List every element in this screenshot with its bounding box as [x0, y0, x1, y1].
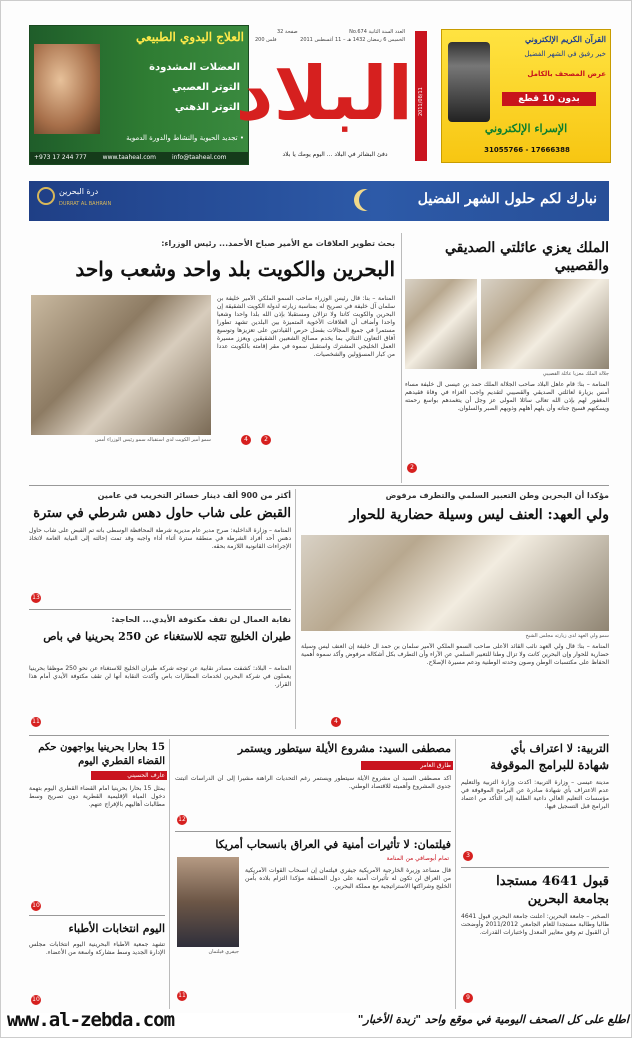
banner-greeting: نبارك لكم حلول الشهر الفضيل: [417, 191, 597, 207]
education-ref[interactable]: 3: [463, 851, 473, 861]
condolence-caption: جلالة الملك معزيا عائلة القصيبي: [542, 371, 609, 377]
alsayed-body: أكد مصطفى السيد أن مشروع الأيلة سيتطور ويستمر رغم التحديات الراهنة مشيرا إلى أن الدراسات أثبتت جدوى المشروع وأهميته للاقتصاد الوطني.: [175, 775, 451, 790]
pages-count: 32 صفحة: [277, 29, 298, 35]
alsayed-ref[interactable]: 12: [178, 816, 186, 823]
feltman-headline[interactable]: فيلتمان: لا تأثيرات أمنية في العراق بانسحاب أمريكا: [215, 838, 451, 851]
condolence-headline[interactable]: الملك يعزي عائلتي الصديقي والقصيبي: [445, 240, 609, 274]
gulfair-headline[interactable]: طيران الخليج تتجه للاستغناء عن 250 بحرينيا في باص: [43, 630, 291, 643]
feltman-kicker: تمام أبوصافي من المنامة: [386, 855, 449, 862]
crown-prince-kicker: مؤكدا أن البحرين وطن التعبير السلمي والتطرف مرفوض: [385, 491, 609, 500]
dateline: الخميس 6 رمضان 1432 هـ – 11 أغسطس 2011: [300, 37, 405, 43]
crown-prince-ref[interactable]: 4: [331, 717, 341, 727]
lead-ref-2[interactable]: 4: [241, 435, 251, 445]
day-label: العدد: [394, 29, 405, 35]
arrest-kicker: أكثر من 900 ألف دينار خسائر التخريب في عامين: [97, 491, 291, 500]
lead-kicker: بحث تطوير العلاقات مع الأمير صباح الأحمد... رئيس الوزراء:: [161, 239, 395, 248]
section-rule-6: [29, 915, 165, 916]
condolence-photo-1: [481, 279, 609, 369]
feltman-photo: [177, 857, 239, 947]
university-headline[interactable]: قبول 4641 مستجدا بجامعة البحرين: [496, 874, 609, 907]
crown-prince-photo: [301, 535, 609, 631]
education-body: مدينة عيسى – وزارة التربية: أكدت وزارة التربية والتعليم عدم الاعتراف بأي شهادة صادرة عن البرامج الموقوفة في مؤسسات التعليم العالي داعية الطلبة إلى التأكد من اعتماد البرامج قبل التسجيل فيها.: [461, 779, 609, 810]
ad-photo: [34, 44, 100, 134]
bank-name: درة البحرين: [59, 187, 99, 196]
crown-prince-headline[interactable]: ولي العهد: العنف ليس وسيلة حضارية للحوار: [349, 507, 609, 523]
education-kicker: التربية: لا اعتراف بأي: [510, 742, 609, 755]
crown-prince-caption: سمو ولي العهد لدى زيارته مجلس الشيخ: [525, 633, 609, 639]
ad-line-3: التوتر الذهني: [174, 102, 240, 113]
ad-phone: +973 17 244 777: [34, 154, 87, 161]
arrest-headline[interactable]: القبض على شاب حاول دهس شرطي في سترة: [33, 506, 291, 521]
doctors-body: تشهد جمعية الأطباء البحرينية اليوم انتخابات مجلس الإدارة الجديد وسط مشاركة واسعة من الأعضاء.: [29, 941, 165, 956]
feltman-caption: جيفري فيلتمان: [208, 949, 239, 955]
alsayed-headline[interactable]: مصطفى السيد: مشروع الأيلة سيتطور ويستمر: [237, 742, 451, 755]
ad-contact-bar: [30, 152, 249, 164]
feltman-ref[interactable]: 11: [178, 992, 186, 999]
quran-ad-title: القرآن الكريم الإلكتروني: [524, 34, 606, 44]
lead-ref-1[interactable]: 2: [261, 435, 271, 445]
lead-caption: سمو أمير الكويت لدى استقباله سمو رئيس الوزراء أمس: [94, 437, 211, 443]
section-rule-5: [175, 831, 451, 832]
section-rule-4: [461, 867, 609, 868]
university-ref[interactable]: 9: [463, 993, 473, 1003]
section-rule-2: [29, 609, 291, 610]
university-body: الصخير – جامعة البحرين: أعلنت جامعة البحرين قبول 4641 طالبا وطالبة مستجدا للعام الجامعي 2011/2012 وأوضحت أن القبول تم وفق معايير المعدل واختبارات القدرات.: [461, 913, 609, 936]
ad-email[interactable]: info@taaheal.com: [171, 154, 227, 161]
masthead-logo[interactable]: البلاد: [235, 51, 413, 137]
quran-device-ad[interactable]: [441, 29, 611, 163]
doctors-ref[interactable]: 10: [32, 996, 40, 1003]
date-meta: 2011/08/11: [418, 87, 424, 116]
gulfair-kicker: نقابة العمال لن تقف مكتوفة الأيدي... الحاجة:: [111, 615, 291, 624]
condolence-body: المنامة – بنا: قام عاهل البلاد صاحب الجلالة الملك حمد بن عيسى آل خليفة مساء أمس بزيارة لعائلتي الصديقي والقصيبي لتقديم واجب العزاء في وفاة فقيدهم المغفور لهم بإذن الله تعالى سائلا المولى عز وجل أن يتغمدهم بواسع رحمته ويسكنهم فسيح جناته وأن يلهم أهلهم وذويهم الصبر والسلوان.: [405, 381, 609, 412]
footer-promo[interactable]: اطلع على كل الصحف اليومية في موقع واحد "زبدة الأخبار": [357, 1013, 629, 1026]
sailors-headline[interactable]: 15 بحارا بحرينيا يواجهون حكم القضاء القطري اليوم: [38, 742, 165, 767]
quran-ad-offer: عرض المصحف بالكامل: [527, 70, 606, 78]
bank-name-en: DURRAT AL BAHRAIN: [59, 201, 112, 207]
ad-title: العلاج اليدوي الطبيعي: [135, 30, 244, 44]
column-divider-2: [295, 489, 296, 729]
footer-website[interactable]: www.al-zebda.com: [7, 1009, 175, 1031]
ad-line-2: التوتر العصبي: [172, 82, 240, 93]
device-image: [448, 42, 490, 122]
section-rule-3: [29, 735, 609, 736]
column-divider-4: [169, 739, 170, 1009]
arrest-ref[interactable]: 13: [32, 594, 40, 601]
issue-line: [295, 29, 405, 36]
sailors-body: يمثل 15 بحارا بحرينيا أمام القضاء القطري اليوم بتهمة دخول المياه الإقليمية القطرية دون تصريح وسط مطالبات أهاليهم بالإفراج عنهم.: [29, 785, 165, 808]
massage-ad[interactable]: [29, 25, 249, 165]
gulfair-body: المنامة – البلاد: كشفت مصادر نقابية عن توجه شركة طيران الخليج للاستغناء عن نحو 250 موظفا بحرينيا يعملون في شركة البحرين لخدمات المطارات باص وأكدت النقابة أنها لن تقف مكتوفة الأيدي أمام هذا القرار.: [29, 665, 291, 688]
quran-ad-brand: الإسراء الإلكتروني: [484, 122, 568, 135]
feltman-body: قال مساعد وزيرة الخارجية الأمريكية جيفري فيلتمان إن انسحاب القوات الأمريكية من العراق لن تكون له تأثيرات أمنية على دول المنطقة مؤكدا التزام بلاده بأمن الخليج وشراكتها الاستراتيجية مع مملكة البحرين.: [245, 867, 451, 890]
crown-prince-body: المنامة – بنا: قال ولي العهد نائب القائد الأعلى صاحب السمو الملكي الأمير سلمان بن حمد آل خليفة إن العنف ليس وسيلة حضارية للحوار وإن البحرين كانت ولا تزال وطنا للتعبير السلمي عن الآراء وأن التطرف بكل أشكاله مرفوض وأكد سموه أهمية الحفاظ على مكتسبات الوطن وصون وحدته الوطنية ودعم مسيرة الإصلاح.: [301, 643, 609, 666]
masthead-tagline: دفئ البشائر في البلاد ... اليوم يومك يا بلاد: [282, 151, 388, 158]
issue-number: No.674: [349, 29, 367, 35]
column-divider-3: [455, 739, 456, 1009]
doctors-headline[interactable]: اليوم انتخابات الأطباء: [68, 922, 165, 935]
education-headline[interactable]: شهادة للبرامج الموقوفة: [490, 758, 609, 772]
quran-ad-subtitle: خير رفيق في الشهر الفضيل: [524, 50, 606, 58]
lead-photo: [31, 295, 211, 435]
quran-ad-price: بدون 10 قطع: [502, 92, 596, 106]
section-rule-1: [29, 485, 609, 486]
gulfair-ref[interactable]: 11: [32, 718, 40, 725]
condolence-photo-2: [405, 279, 477, 369]
ad-tagline: • تجديد الحيوية والنشاط والدورة الدموية: [126, 134, 244, 142]
price: 200 فلس: [255, 37, 277, 43]
quran-ad-phones: 31055766 - 17666388: [484, 146, 570, 154]
condolence-ref[interactable]: 2: [407, 463, 417, 473]
lead-body: المنامة – بنا: قال رئيس الوزراء صاحب السمو الملكي الأمير خليفة بن سلمان آل خليفة في تصريح له بمناسبة زيارته لدولة الكويت الشقيقة إن البحرين والكويت كانتا ولا تزالان ومستقبلا بإذن الله بلدا واحدا وشعبا واحدا وأضاف أن العلاقات الأخوية المتميزة بين البلدين تشهد تطورا مستمرا في جميع المجالات بفضل حرص القيادتين على تعزيزها وتوسيع آفاق التعاون الثنائي بما يخدم مصالح الشعبين الشقيقين ويعزز مسيرة العمل الخليجي المشترك واستقبل سموه في مقر إقامته بالكويت عددا من كبار المسؤولين والشخصيات.: [217, 295, 395, 358]
ad-line-1: العضلات المشدودة: [149, 62, 240, 73]
ramadan-banner[interactable]: [29, 181, 609, 221]
arrest-body: المنامة – وزارة الداخلية: صرح مدير عام مديرية شرطة المحافظة الوسطى بأنه تم القبض على شاب حاول دهس أحد أفراد الشرطة في منطقة سترة أثناء أداء واجبه وقد تمت إحالته إلى النيابة العامة لاتخاذ الإجراءات القانونية اللازمة بحقه.: [29, 527, 291, 550]
sailors-ref[interactable]: 10: [32, 902, 40, 909]
sailors-columnist: عارف الحسيني: [91, 771, 167, 780]
bank-logo-icon: [37, 187, 55, 205]
year-label: السنة الثانية: [368, 29, 394, 35]
column-divider: [401, 233, 402, 483]
lead-headline[interactable]: البحرين والكويت بلد واحد وشعب واحد: [75, 257, 395, 281]
ad-website[interactable]: www.taaheal.com: [102, 154, 157, 161]
alsayed-columnist: طارق العامر: [361, 761, 453, 770]
